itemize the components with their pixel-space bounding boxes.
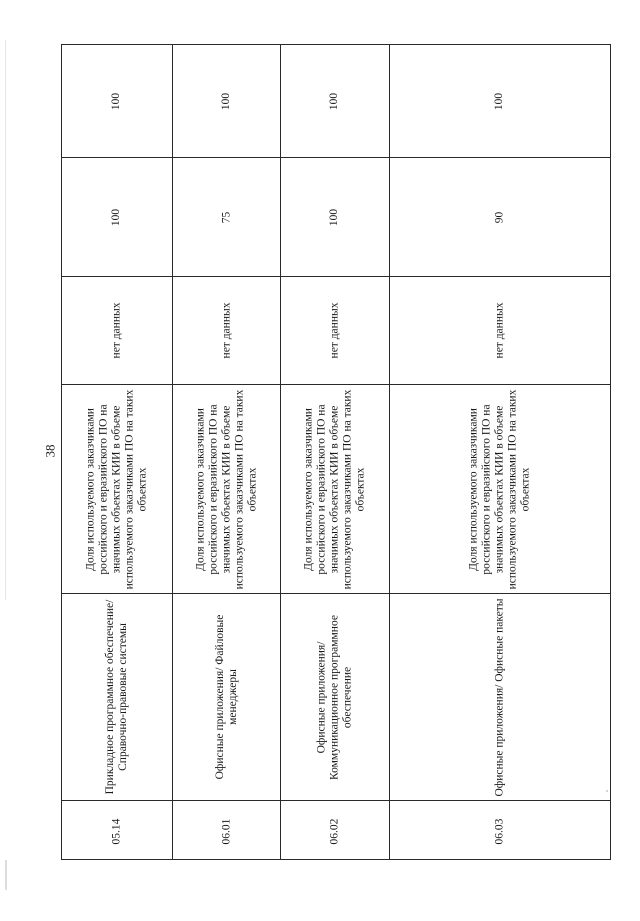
table-row-2-code-cell <box>173 801 280 861</box>
scan-edge-mark <box>5 860 7 890</box>
table-row-3-code: 06.02 <box>328 818 341 844</box>
table-row-3-value-2030-cell <box>281 45 389 157</box>
table-row-2-value-2024-cell <box>173 158 280 276</box>
table-row-1-indicator: Доля используемого заказчиками российского и евразийского ПО на значимых объектах КИИ в объеме используемого заказчиками ПО на таких объектах <box>84 389 149 589</box>
table-row-2-value-2030-cell <box>173 45 280 157</box>
table-row-2-class-cell <box>173 594 280 800</box>
table-row-1-value-2024: 100 <box>110 208 123 226</box>
table-row-4-code: 06.03 <box>493 818 506 844</box>
data-table <box>61 44 611 860</box>
table-row-1-value-2030: 100 <box>110 92 123 110</box>
table-row-1-baseline: нет данных <box>110 302 123 359</box>
table-row-3-indicator: Доля используемого заказчиками российского и евразийского ПО на значимых объектах КИИ в объеме используемого заказчиками ПО на таких объектах <box>302 389 367 589</box>
table-row-4-class-cell <box>390 594 610 800</box>
table-row-2-code: 06.01 <box>220 818 232 844</box>
table-row-2-value-2030: 100 <box>220 92 232 110</box>
scan-edge-mark <box>5 40 6 600</box>
table-row-1-value-2030-cell <box>62 45 172 157</box>
table-row-4-indicator-cell <box>390 385 610 593</box>
table-row-2-value-2024: 75 <box>220 211 232 223</box>
table-row-4-indicator: Доля используемого заказчиками российского и евразийского ПО на значимых объектах КИИ в объеме используемого заказчиками ПО на таких объектах <box>467 389 532 589</box>
table-row-1-software-class: Прикладное программное обеспечение/Справочно-правовые системы <box>104 599 129 795</box>
table-row-3-value-2030: 100 <box>328 92 341 110</box>
table-row-1-indicator-cell <box>62 385 172 593</box>
table-row-1-code-cell <box>62 801 172 861</box>
table-row-3-software-class: Офисные приложения/ Коммуникационное программное обеспечение <box>315 614 354 780</box>
table-row-4-code-cell <box>390 801 610 861</box>
table-row-4-value-2024-cell <box>390 158 610 276</box>
table-row-3-indicator-cell <box>281 385 389 593</box>
table-row-1-value-2024-cell <box>62 158 172 276</box>
table-row-3-value-2024: 100 <box>328 208 341 226</box>
table-row-4-value-2030-cell <box>390 45 610 157</box>
table-row-3-baseline: нет данных <box>328 302 341 359</box>
table-row-4-value-2030: 100 <box>493 92 506 110</box>
table-row-2-baseline-cell <box>173 277 280 384</box>
table-row-4-baseline-cell <box>390 277 610 384</box>
table-row-4-software-class: Офисные приложения/ Офисные пакеты <box>493 598 506 796</box>
table-row-2-indicator: Доля используемого заказчиками российского и евразийского ПО на значимых объектах КИИ в объеме используемого заказчиками ПО на таких объектах <box>194 389 258 589</box>
table-row-3-value-2024-cell <box>281 158 389 276</box>
table-row-1-class-cell <box>62 594 172 800</box>
table-row-1-code: 05.14 <box>110 818 123 844</box>
table-row-3-baseline-cell <box>281 277 389 384</box>
page-number <box>40 437 60 465</box>
table-row-4-value-2024: 90 <box>493 211 506 223</box>
table-row-2-baseline: нет данных <box>220 302 232 359</box>
scan-dust-mark <box>606 790 608 792</box>
table-row-1-baseline-cell <box>62 277 172 384</box>
page-number-text: 38 <box>42 444 57 458</box>
table-row-2-software-class: Офисные приложения/ Файловые менеджеры <box>213 614 239 780</box>
table-row-3-code-cell <box>281 801 389 861</box>
table-row-3-class-cell <box>281 594 389 800</box>
table-row-4-baseline: нет данных <box>493 302 506 359</box>
table-row-2-indicator-cell <box>173 385 280 593</box>
